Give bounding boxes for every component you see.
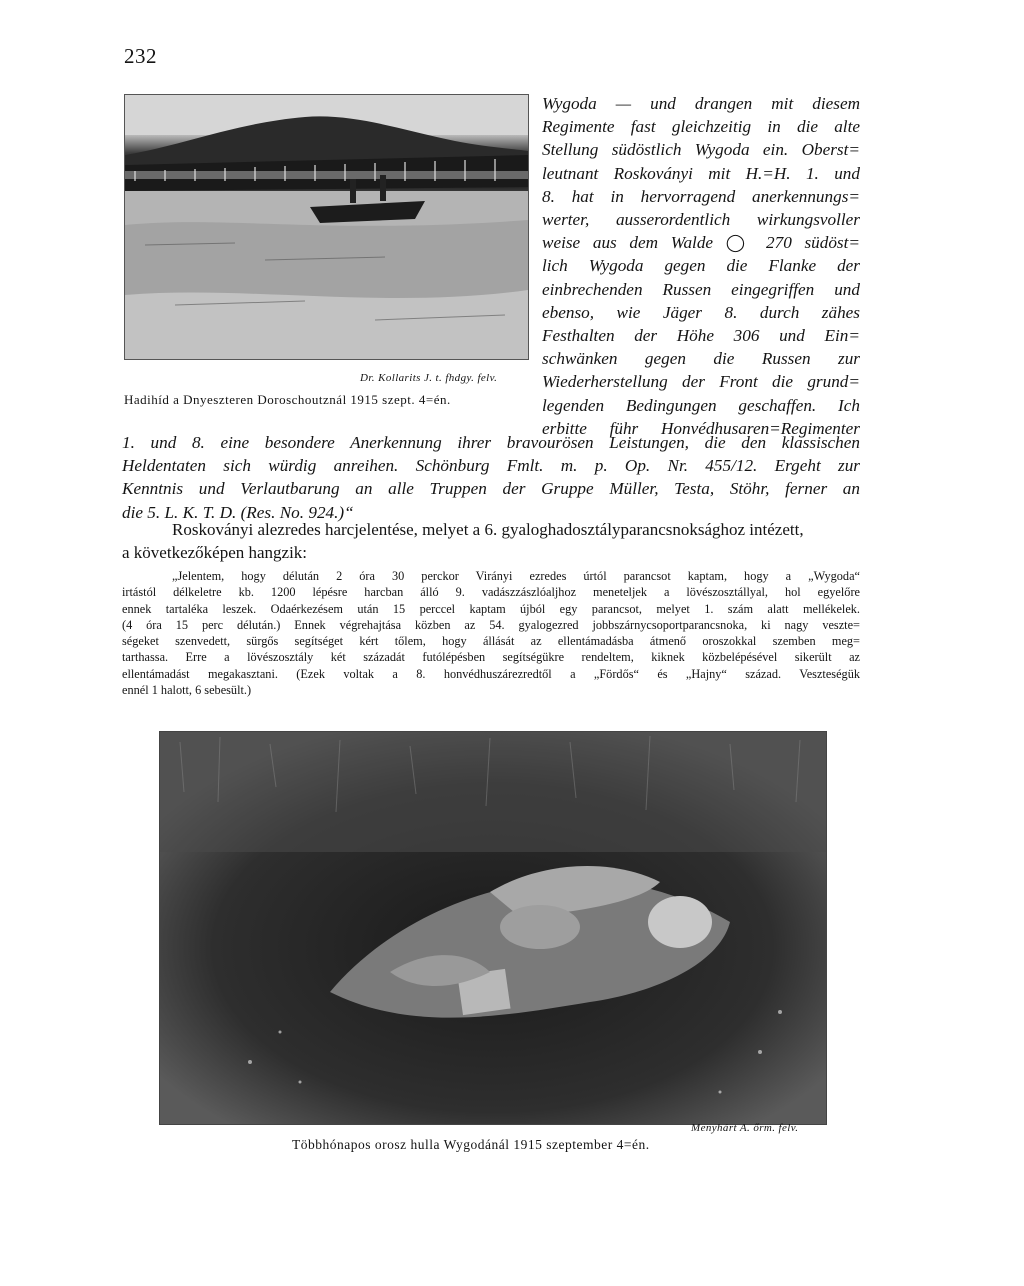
column-line: leutnant Roskoványi mit H.=H. 1. und bbox=[542, 163, 860, 183]
column-line: Festhalten der Höhe 306 und Ein= bbox=[542, 326, 860, 346]
column-line: Wygoda — und drangen mit diesem bbox=[542, 94, 860, 113]
report-line: (4 óra 15 perc délután.) Ennek végrehajtása közben az 54. gyalogezred jobbszárnycsoportparancsnoka, ki nagy veszte= bbox=[122, 617, 860, 632]
column-line: Wiederherstellung der Front die grund= bbox=[542, 372, 860, 392]
column-line: einbrechenden Russen eingegriffen und bbox=[542, 279, 860, 299]
body-line: a következőképen hangzik: bbox=[122, 542, 308, 562]
german-order-column bbox=[542, 92, 860, 440]
column-line: ebenso, wie Jäger 8. durch zähes bbox=[542, 302, 860, 322]
bottom-photo-credit: Menyhárt A. őrm. felv. bbox=[691, 1122, 799, 1134]
full-line: 1. und 8. eine besondere Anerkennung ihrer bravourösen Leistungen, die den klassischen bbox=[122, 433, 860, 452]
column-line: lich Wygoda gegen die Flanke der bbox=[542, 256, 860, 276]
intro-paragraph bbox=[122, 519, 860, 564]
report-line: tarthassa. Erre a lövészosztály két századát futólépésben segítségükre rendeltem, kiknek közbelépésével sikerült az bbox=[122, 650, 860, 665]
column-line: weise aus dem Walde ◯ 270 südöst= bbox=[542, 233, 860, 253]
column-line: 8. hat in hervorragend anerkennungs= bbox=[542, 186, 860, 206]
column-line: legenden Bedingungen geschaffen. Ich bbox=[542, 395, 860, 415]
body-line: Roskoványi alezredes harcjelentése, melyet a 6. gyaloghadosztályparancsnoksághoz intézett, bbox=[172, 520, 804, 539]
report-line: ennek tartaléka leszek. Odaérkezésem után 15 perccel kaptam újból egy parancsot, melyet 1. szám alatt mellékelek. bbox=[122, 601, 860, 616]
report-line: ségeket szenvedett, sürgős segítséget kért tőlem, hogy állását az ellentámadásba átmenő oroszokkal szemben meg= bbox=[122, 634, 860, 649]
page-number: 232 bbox=[124, 44, 157, 68]
report-line: irtástól délkeletre kb. 1200 lépésre harcban álló 9. vadászzászlóaljhoz meneteljek a lövészosztállyal, hol egyelőre bbox=[122, 585, 860, 600]
full-line: Heldentaten sich würdig anreihen. Schönburg Fmlt. m. p. Op. Nr. 455/12. Ergeht zur bbox=[122, 456, 860, 476]
battle-report bbox=[122, 568, 860, 698]
column-line: werter, ausserordentlich wirkungsvoller bbox=[542, 210, 860, 230]
column-line: Regimente fast gleichzeitig in die alte bbox=[542, 117, 860, 137]
bridge-photo bbox=[124, 94, 529, 360]
column-line: Stellung südöstlich Wygoda ein. Oberst= bbox=[542, 140, 860, 160]
field-photo bbox=[159, 731, 827, 1125]
german-order-continuation bbox=[122, 431, 860, 524]
report-line: „Jelentem, hogy délután 2 óra 30 perckor Virányi ezredes úrtól parancsot kaptam, hogy a „Wygoda“ bbox=[172, 569, 860, 583]
full-line: Kenntnis und Verlautbarung an alle Truppen der Gruppe Müller, Testa, Stöhr, ferner an bbox=[122, 479, 860, 499]
report-line: ellentámadást megakasztani. (Ezek voltak a 8. honvédhuszárezredtől a „Fördős“ és „Hajny“ század. Veszteségük bbox=[122, 666, 860, 681]
full-line: die 5. L. K. T. D. (Res. No. 924.)“ bbox=[122, 502, 354, 522]
bottom-photo-caption: Többhónapos orosz hulla Wygodánál 1915 szeptember 4=én. bbox=[292, 1137, 650, 1152]
column-line: schwänken gegen die Russen zur bbox=[542, 349, 860, 369]
top-photo-credit: Dr. Kollarits J. t. fhdgy. felv. bbox=[360, 372, 498, 384]
report-line: ennél 1 halott, 6 sebesült.) bbox=[122, 683, 252, 698]
bridge-photo-image bbox=[125, 95, 528, 359]
top-photo-caption: Hadihíd a Dnyeszteren Doroschoutznál 1915 szept. 4=én. bbox=[124, 392, 451, 407]
field-photo-image bbox=[160, 732, 826, 1124]
column-line: erbitte führ Honvédhusaren=Regimenter bbox=[542, 418, 860, 438]
